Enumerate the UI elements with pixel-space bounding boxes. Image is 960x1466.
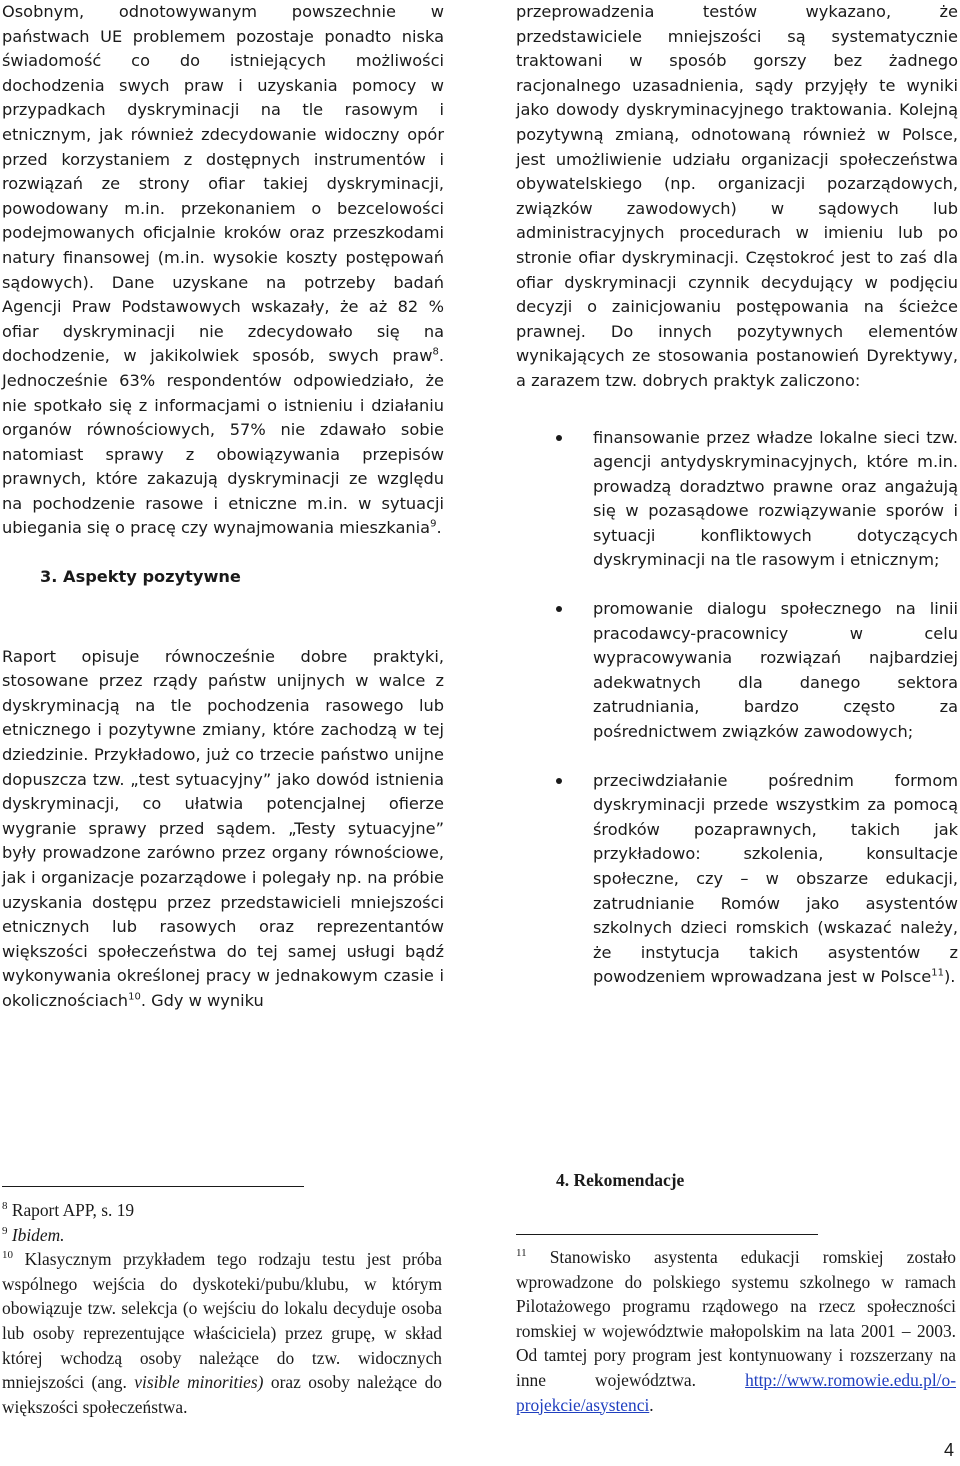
footnote-ref-10[interactable]: 10 [128, 991, 141, 1003]
footnote-10: $^{10}$ Klasycznym przykładem tego rodzaju testu jest próba wspólnego wejścia do dyskoteki/pubu/klubu, w którym obowiązuje tzw. selekcja (o wejściu do lokalu decyduje osoba lub osoby reprezentujące właściciela) przez grupę, w skład której wchodzą osoby należące do tzw. widocznych mniejszości (ang. visible minorities) oraz osoby należące do większości społeczeństwa. [2, 1249, 442, 1417]
section-heading-positive-aspects: 3. Aspekty pozytywne [40, 567, 241, 587]
footnote-separator [516, 1234, 818, 1235]
list-item: finansowanie przez władze lokalne sieci tzw. agencji antydyskryminacyjnych, które m.in. prowadzą doradztwo prawne oraz angażują się w pozasądowe rozwiązywanie sporów i sytuacji konfliktowych dotyczących dyskryminacji na tle rasowym i etnicznym; [516, 426, 958, 574]
good-practices-list [516, 426, 958, 990]
list-item: przeciwdziałanie pośrednim formom dyskryminacji przede wszystkim za pomocą środków pozaprawnych, takich jak przykładowo: szkolenia, konsultacje społeczne, czy – w obszarze edukacji, zatrudnianie Romów jako asystentów szkolnych dzieci romskich (wskazać należy, że instytucja takich asystentów z powodzeniem wprowadzana jest w Polsce$^{11}$). [516, 769, 958, 990]
right-column [516, 0, 958, 1014]
page-number: 4 [943, 1440, 954, 1460]
paragraph-test-results: przeprowadzenia testów wykazano, że przedstawiciele mniejszości są systematycznie traktowani w sposób gorszy bez żadnego racjonalnego uzasadnienia, sądy przyjęły te wyniki jako dowody dyskryminacyjnego traktowania. Kolejną pozytywną zmianą, odnotowaną również w Polsce, jest umożliwienie udziału organizacji społeczeństwa obywatelskiego (np. organizacji pozarządowych, związków zawodowych) w sądowych lub administracyjnych procedurach w imieniu lub po stronie ofiar dyskryminacji. Częstokroć jest to zaś dla ofiar dyskryminacji czynnik decydujący w podjęciu decyzji o zainicjowaniu postępowania na ścieżce prawnej. Do innych pozytywnych elementów wynikających ze stosowania postanowień Dyrektywy, a zarazem tzw. dobrych praktyk zaliczono: [516, 2, 958, 390]
bullet-icon [556, 606, 562, 612]
paragraph-good-practices: Raport opisuje równocześnie dobre praktyki, stosowane przez rządy państw unijnych w walce z dyskryminacją na tle pochodzenia rasowego lub etnicznego i pozytywne zmiany, które zachodzą w tej dziedzinie. Przykładowo, już co trzecie państwo unijne dopuszcza tzw. „test sytuacyjny” jako dowód istnienia dyskryminacji, co ułatwia potencjalnej ofierze wygranie sprawy przed sądem. „Testy sytuacyjne” były prowadzone zarówno przez organy równościowe, jak i organizacje pozarządowe i polegały np. na próbie uzyskania dostępu przez przedstawicieli mniejszości etnicznych lub rasowych oraz reprezentantów większości społeczeństwa do tej samej usługi bądź wykonywania określonej pracy w jednakowym czasie i okolicznościach$^{10}$. Gdy w wyniku [2, 646, 444, 1010]
footnote-9: $^9$ Ibidem. [2, 1224, 65, 1245]
section-heading-recommendations: 4. Rekomendacje [556, 1170, 685, 1190]
footnote-11: $^{11}$ Stanowisko asystenta edukacji romskiej zostało wprowadzone do polskiego systemu szkolnego w ramach Pilotażowego programu rządowego na rzecz społeczności romskiej w województwie małopolskim na lata 2001 – 2003. Od tamtej pory program jest kontynuowany i rozszerzany na inne województwa. http://www.romowie.edu.pl/o-projekcie/asystenci. [516, 1247, 956, 1415]
romowie-link[interactable]: http://www.romowie.edu.pl/o-projekcie/asystenci [516, 1369, 956, 1415]
footnote-8: $^8$ Raport APP, s. 19 [2, 1200, 135, 1220]
bullet-icon [556, 435, 562, 441]
paragraph-discrimination-awareness: Osobnym, odnotowywanym powszechnie w państwach UE problemem pozostaje ponadto niska świadomość co do istniejących możliwości dochodzenia swych praw i uzyskania pomocy w przypadkach dyskryminacji na tle rasowym i etnicznym, jak również zdecydowanie widoczny opór przed korzystaniem z dostępnych instrumentów i rozwiązań ze strony ofiar takiej dyskryminacji, powodowany m.in. przekonaniem o bezcelowości podejmowanych oficjalnie kroków oraz przeszkodami natury finansowej (m.in. wysokie koszty postępowań sądowych). Dane uzyskane na potrzeby badań Agencji Praw Podstawowych wskazały, że aż 82 % ofiar dyskryminacji nie zdecydowało się na dochodzenie, w jakikolwiek sposób, swych praw$^8$. Jednocześnie 63% respondentów odpowiedziało, że nie spotkało się z informacjami o istnieniu i działaniu organów równościowych, 57% nie zdawało sobie natomiast sprawy z obowiązywania przepisów prawnych, które zakazują dyskryminacji ze względu na pochodzenie rasowe i etniczne m.in. w sytuacji ubiegania się o pracę czy wynajmowania mieszkania$^9$. [2, 2, 444, 538]
footnote-separator [2, 1186, 304, 1187]
bullet-icon [556, 778, 562, 784]
left-column [2, 0, 444, 1014]
footnote-ref-8[interactable]: 8 [432, 346, 439, 358]
footnote-ref-11[interactable]: 11 [931, 967, 944, 979]
list-item: promowanie dialogu społecznego na linii pracodawcy-pracownicy w celu wypracowywania rozwiązań najbardziej adekwatnych dla danego sektora zatrudniania, bardzo często za pośrednictwem związków zawodowych; [516, 597, 958, 745]
footnotes-left [2, 1198, 442, 1419]
footnotes-right [516, 1245, 956, 1417]
footnote-ref-9[interactable]: 9 [430, 519, 437, 531]
